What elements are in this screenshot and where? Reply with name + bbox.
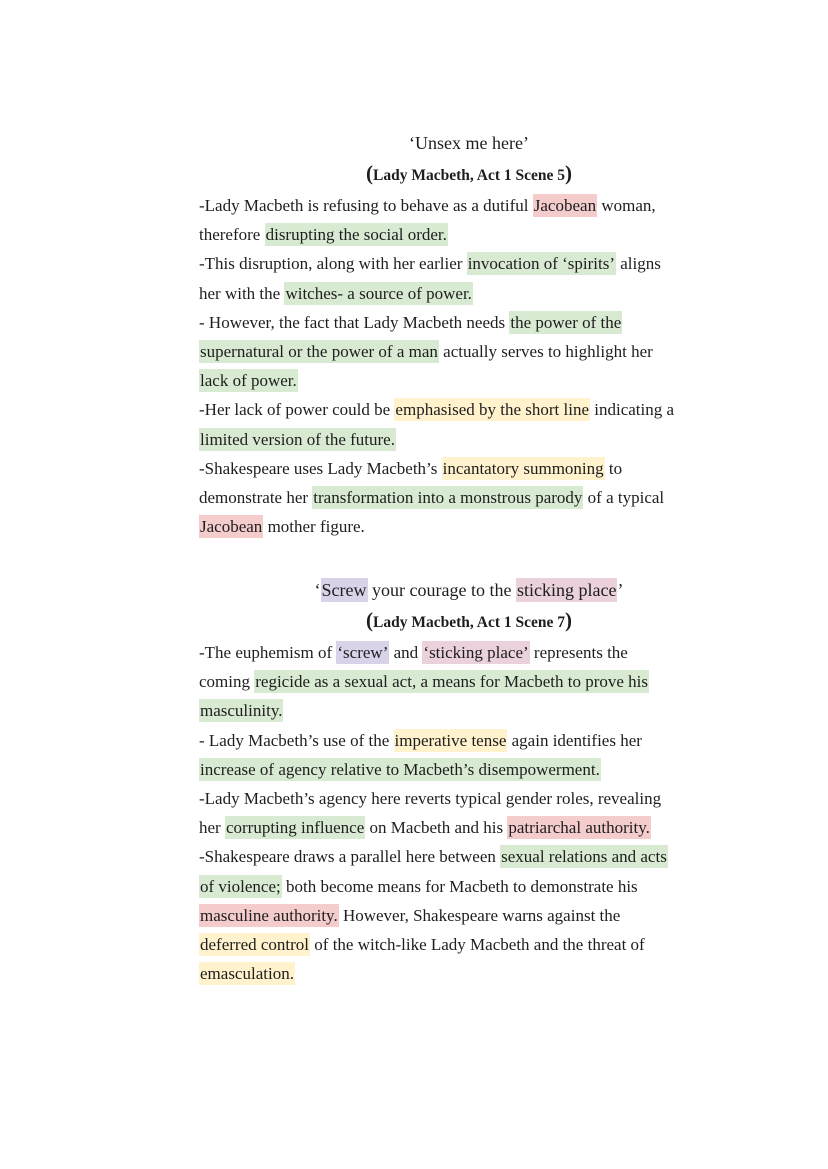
analysis-line xyxy=(199,483,739,512)
text-run: - Lady Macbeth’s use of the xyxy=(199,730,394,750)
text-run: However, Shakespeare warns against the xyxy=(338,905,621,925)
text-run: again identifies her xyxy=(507,730,642,750)
analysis-line xyxy=(199,842,739,871)
open-paren: ( xyxy=(365,161,373,185)
text-run: -Her lack of power could be xyxy=(199,400,395,420)
quote-title xyxy=(199,128,739,158)
analysis-line xyxy=(199,249,739,278)
text-run: both become means for Macbeth to demonstrate his xyxy=(281,876,638,896)
analysis-line xyxy=(199,726,739,755)
source-text: Lady Macbeth, Act 1 Scene 5 xyxy=(372,167,565,184)
text-run: aligns xyxy=(616,254,661,274)
highlight-purple: Screw xyxy=(321,580,367,600)
text-run: mother figure. xyxy=(263,517,365,537)
text-run: woman, xyxy=(597,196,656,215)
text-run: ’ xyxy=(617,580,624,600)
highlight-green: lack of power. xyxy=(200,371,297,391)
analysis-line xyxy=(199,667,739,696)
highlight-pink: sticking place xyxy=(516,580,617,600)
analysis-line xyxy=(199,755,739,784)
highlight-green: regicide as a sexual act, a means for Macbeth to prove his xyxy=(255,672,648,692)
highlight-red: Jacobean xyxy=(200,517,263,537)
analysis-line xyxy=(199,512,739,541)
text-run: on Macbeth and his xyxy=(365,818,508,838)
highlight-yellow: emphasised by the short line xyxy=(395,400,589,420)
analysis-line xyxy=(199,930,739,959)
highlight-pink: ‘sticking place’ xyxy=(423,643,529,662)
text-run: her with the xyxy=(199,283,285,303)
text-run: coming xyxy=(199,672,255,692)
analysis-line xyxy=(199,337,739,366)
text-run: of the witch-like Lady Macbeth and the threat of xyxy=(310,935,645,955)
analysis-line xyxy=(199,191,739,220)
analysis-line xyxy=(199,872,739,901)
highlight-green: supernatural or the power of a man xyxy=(200,342,438,362)
highlight-purple: ‘screw’ xyxy=(337,643,389,662)
text-run: ‘Unsex me here’ xyxy=(409,133,529,153)
analysis-line xyxy=(199,366,739,395)
analysis-line xyxy=(199,638,739,667)
highlight-yellow: deferred control xyxy=(200,935,310,955)
text-run: demonstrate her xyxy=(199,488,313,508)
text-run: ‘ xyxy=(314,580,321,600)
analysis-line xyxy=(199,220,739,249)
analysis-line xyxy=(199,425,739,454)
text-run: -This disruption, along with her earlier xyxy=(199,254,467,274)
section-screw-your-courage xyxy=(199,575,739,988)
text-run: your courage to the xyxy=(367,580,516,600)
highlight-green: transformation into a monstrous parody xyxy=(313,488,583,508)
text-run: -The euphemism of xyxy=(199,643,337,662)
highlight-red: Jacobean xyxy=(533,196,597,215)
close-paren: ) xyxy=(565,161,572,185)
highlight-green: the power of the xyxy=(510,312,622,332)
highlight-green: witches- a source of power. xyxy=(285,283,472,303)
text-run: - However, the fact that Lady Macbeth needs xyxy=(199,312,510,332)
analysis-line xyxy=(199,813,739,842)
open-paren: ( xyxy=(365,608,373,632)
text-run: of a typical xyxy=(583,488,665,508)
analysis-body xyxy=(199,638,739,988)
highlight-red: patriarchal authority. xyxy=(508,818,650,838)
text-run: -Shakespeare uses Lady Macbeth’s xyxy=(199,458,442,478)
highlight-green: limited version of the future. xyxy=(200,429,395,449)
analysis-line xyxy=(199,395,739,424)
analysis-line xyxy=(199,784,739,813)
highlight-yellow: imperative tense xyxy=(394,730,507,750)
analysis-body xyxy=(199,191,739,541)
highlight-yellow: emasculation. xyxy=(200,964,294,984)
highlight-green: invocation of ‘spirits’ xyxy=(467,254,615,274)
highlight-green: corrupting influence xyxy=(225,818,365,838)
text-run: to xyxy=(604,458,623,478)
highlight-yellow: incantatory summoning xyxy=(442,458,604,478)
highlight-green: increase of agency relative to Macbeth’s disempowerment. xyxy=(200,759,600,779)
highlight-green: of violence; xyxy=(200,876,281,896)
quote-title xyxy=(199,575,739,605)
analysis-line xyxy=(199,696,739,725)
quote-source xyxy=(199,605,739,638)
source-text: Lady Macbeth, Act 1 Scene 7 xyxy=(372,614,565,631)
text-run: indicating a xyxy=(590,400,675,420)
text-run: and xyxy=(389,643,423,662)
highlight-green: masculinity. xyxy=(200,701,283,721)
text-run: represents the xyxy=(529,643,628,662)
analysis-line xyxy=(199,959,739,988)
analysis-line xyxy=(199,901,739,930)
text-run: actually serves to highlight her xyxy=(438,342,653,362)
text-run: -Shakespeare draws a parallel here between xyxy=(199,847,501,867)
close-paren: ) xyxy=(565,608,572,632)
highlight-red: masculine authority. xyxy=(200,905,338,925)
quote-source xyxy=(199,158,739,191)
analysis-line xyxy=(199,279,739,308)
text-run: her xyxy=(199,818,225,838)
text-run: therefore xyxy=(199,225,265,245)
analysis-line xyxy=(199,308,739,337)
text-run: -Lady Macbeth is refusing to behave as a dutiful xyxy=(199,196,533,215)
text-run: -Lady Macbeth’s agency here reverts typical gender roles, revealing xyxy=(199,789,662,809)
analysis-line xyxy=(199,454,739,483)
section-unsex-me-here xyxy=(199,128,739,541)
highlight-green: disrupting the social order. xyxy=(265,225,447,245)
highlight-green: sexual relations and acts xyxy=(501,847,667,867)
